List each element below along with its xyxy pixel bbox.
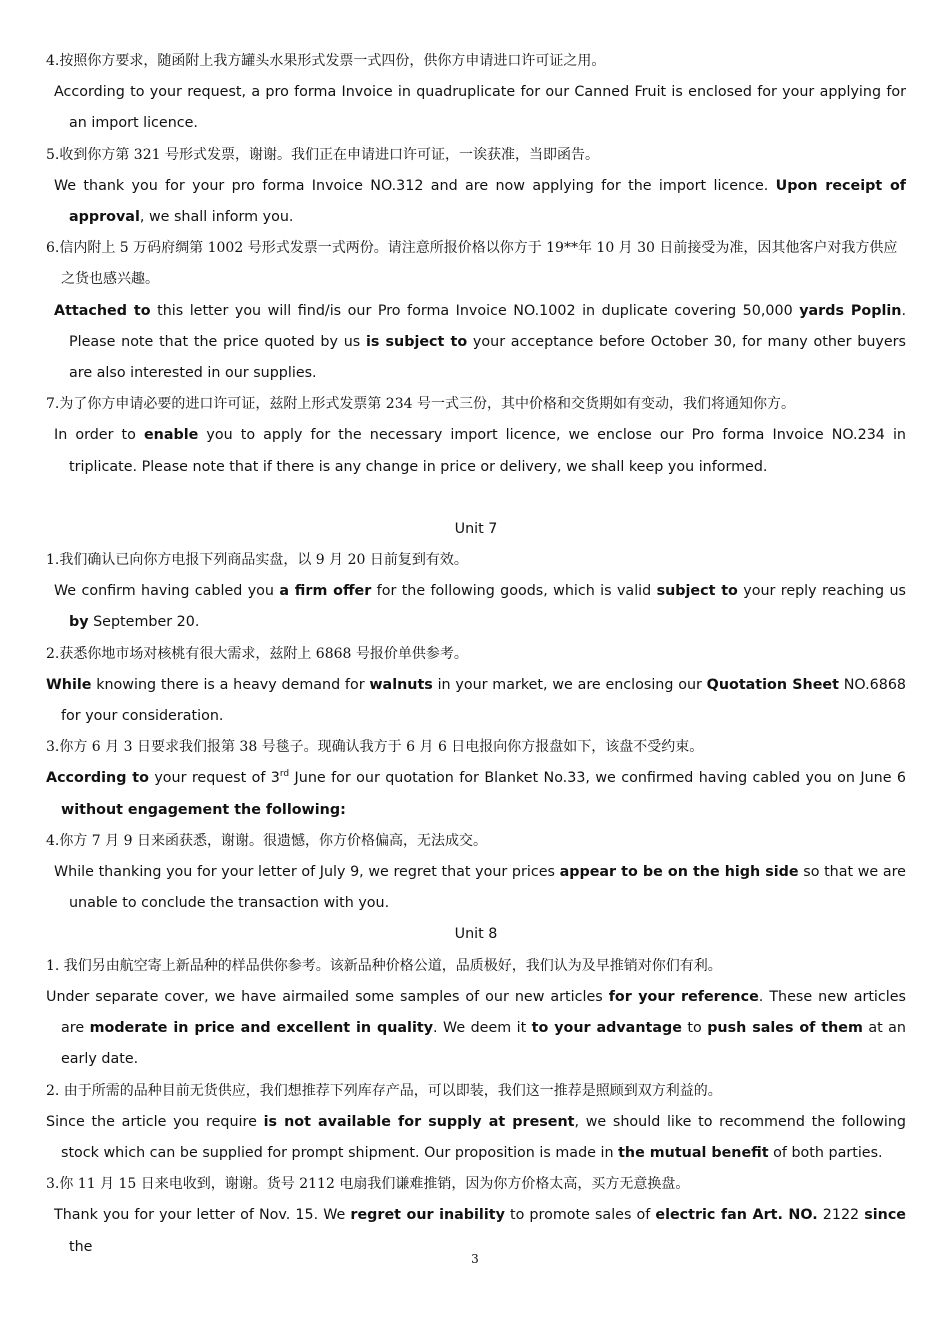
u7-item1-chinese: 1.我们确认已向你方电报下列商品实盘，以 9 月 20 日前复到有效。: [46, 552, 468, 569]
text-segment: yards Poplin: [799, 302, 902, 319]
text-segment: Since the article you require: [46, 1113, 264, 1130]
u7-item2-chinese: 2.获悉你地市场对核桃有很大需求，兹附上 6868 号报价单供参考。: [46, 645, 468, 662]
text-segment: 2122: [817, 1207, 865, 1224]
u6-item6-chinese: 6.信内附上 5 万码府绸第 1002 号形式发票一式两份。请注意所报价格以你方于 19**年 10 月 30 日前接受为准，因其他客户对我方供应之货也感兴趣。: [46, 240, 898, 288]
u6-item5-english: [46, 171, 906, 233]
unit8-heading: Unit 8: [454, 926, 498, 943]
text-segment: electric fan Art. NO.: [655, 1207, 818, 1224]
text-segment: without engagement the following:: [61, 801, 346, 818]
text-segment: a firm offer: [279, 583, 372, 600]
text-segment: at an early date.: [61, 1020, 906, 1068]
text-segment: this letter you will find/is our Pro forma Invoice NO.1002 in duplicate covering 50,000: [150, 302, 800, 319]
text-segment: the: [69, 1238, 93, 1255]
text-segment: rd: [279, 769, 290, 780]
text-segment: the mutual benefit: [618, 1144, 769, 1161]
text-segment: NO.6868 for your consideration.: [61, 676, 907, 725]
u7-item4-chinese: 4.你方 7 月 9 日来函获悉，谢谢。很遗憾，你方价格偏高，无法成交。: [46, 832, 487, 849]
u7-item1-english: [46, 576, 906, 638]
u8-item1-chinese: 1. 我们另由航空寄上新品种的样品供你参考。该新品种价格公道，品质极好，我们认为及早推销对你们有利。: [46, 957, 722, 974]
text-segment: to your advantage: [531, 1020, 682, 1037]
text-segment: to: [681, 1020, 708, 1037]
text-segment: push sales of them: [707, 1020, 863, 1037]
text-segment: you to apply for the necessary import licence, we enclose our Pro forma Invoice NO.234 in triplicate. Please note that if there is any change in price or delivery, we shall keep you informed.: [69, 427, 906, 475]
text-segment: is subject to: [365, 333, 468, 350]
text-segment: walnuts: [369, 676, 433, 693]
text-segment: We confirm having cabled you: [54, 583, 280, 600]
text-segment: . We deem it: [433, 1020, 532, 1037]
section-gap: [46, 483, 906, 514]
text-segment: We thank you for your pro forma Invoice NO.312 and are now applying for the import licence.: [54, 177, 776, 194]
text-segment: June for our quotation for Blanket No.33, we confirmed having cabled you on June 6: [289, 770, 906, 787]
text-segment: by: [69, 614, 89, 631]
u7-item3-chinese: 3.你方 6 月 3 日要求我们报第 38 号毯子。现确认我方于 6 月 6 日电报向你方报盘如下，该盘不受约束。: [46, 739, 704, 756]
text-segment: of both parties.: [768, 1144, 883, 1161]
text-segment: , we should like to recommend the following stock which can be supplied for prompt shipment. Our proposition is made in: [61, 1113, 906, 1161]
text-segment: Under separate cover, we have airmailed some samples of our new articles: [46, 988, 609, 1005]
text-segment: so that we are unable to conclude the transaction with you.: [69, 864, 906, 912]
u7-item3-english: [46, 763, 906, 825]
text-segment: While thanking you for your letter of July 9, we regret that your prices: [54, 864, 560, 881]
text-segment: appear to be on the high side: [559, 864, 799, 881]
text-segment: According to: [46, 770, 149, 787]
u8-item1-english: [46, 982, 906, 1076]
u6-item7-english: [46, 420, 906, 482]
u7-item4-english: [46, 857, 906, 919]
u8-item2-chinese: 2. 由于所需的品种目前无货供应，我们想推荐下列库存产品，可以即装，我们这一推荐是照顾到双方利益的。: [46, 1082, 722, 1099]
text-segment: , we shall inform you.: [139, 209, 294, 226]
text-segment: While: [46, 676, 92, 693]
u8-item2-english: [46, 1107, 906, 1169]
text-segment: . These new articles are: [61, 988, 906, 1037]
text-segment: Attached to: [54, 302, 151, 319]
page-number: 3: [471, 1252, 479, 1266]
u7-item2-english: [46, 670, 906, 732]
text-segment: enable: [143, 427, 199, 444]
text-segment: September 20.: [88, 614, 200, 631]
text-segment: your reply reaching us: [737, 583, 907, 600]
u6-item4-chinese: 4.按照你方要求，随函附上我方罐头水果形式发票一式四份，供你方申请进口许可证之用。: [46, 53, 606, 69]
text-segment: to promote sales of: [504, 1207, 656, 1224]
document-page: [46, 46, 906, 1263]
text-segment: is not available for supply at present: [263, 1113, 575, 1130]
text-segment: your request of 3: [148, 770, 280, 787]
text-segment: Quotation Sheet: [706, 676, 839, 693]
u6-item6-english: [46, 296, 906, 390]
unit7-heading: Unit 7: [454, 520, 498, 537]
u6-item5-chinese: 5.收到你方第 321 号形式发票，谢谢。我们正在申请进口许可证，一诶获准，当即函告。: [46, 146, 599, 163]
text-segment: regret our inability: [350, 1207, 505, 1224]
text-segment: subject to: [656, 583, 738, 600]
text-segment: knowing there is a heavy demand for: [91, 676, 370, 693]
text-segment: in your market, we are enclosing our: [432, 676, 707, 693]
text-segment: In order to: [54, 427, 144, 444]
text-segment: for your reference: [608, 988, 759, 1005]
text-segment: According to your request, a pro forma Invoice in quadruplicate for our Canned Fruit is enclosed for your applying for an import licence.: [54, 84, 906, 132]
text-segment: moderate in price and excellent in quality: [89, 1020, 434, 1037]
text-segment: your acceptance before October 30, for many other buyers are also interested in our supplies.: [69, 333, 906, 382]
text-segment: Thank you for your letter of Nov. 15. We: [54, 1207, 351, 1224]
text-segment: . Please note that the price quoted by us: [69, 302, 906, 350]
text-segment: since: [864, 1207, 906, 1224]
u6-item4-english: [46, 77, 906, 139]
u8-item3-chinese: 3.你 11 月 15 日来电收到，谢谢。货号 2112 电扇我们谦难推销，因为你方价格太高，买方无意换盘。: [46, 1176, 690, 1193]
u6-item7-chinese: 7.为了你方申请必要的进口许可证，兹附上形式发票第 234 号一式三份，其中价格和交货期如有变动，我们将通知你方。: [46, 396, 795, 413]
text-segment: Upon receipt of approval: [69, 177, 906, 226]
text-segment: for the following goods, which is valid: [371, 583, 657, 600]
